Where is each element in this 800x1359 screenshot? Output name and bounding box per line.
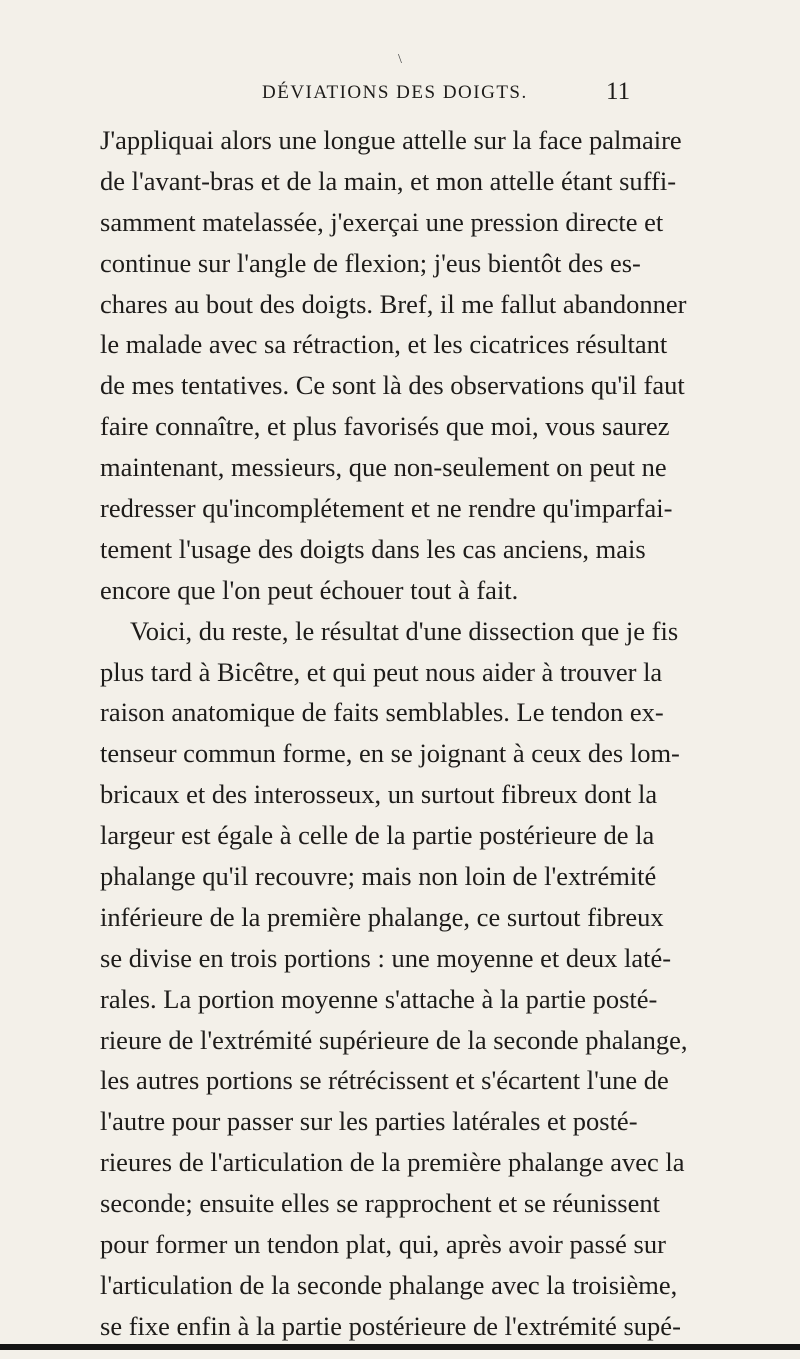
text-line: maintenant, messieurs, que non-seulement on peut ne bbox=[100, 452, 667, 483]
text-line: de l'avant-bras et de la main, et mon attelle étant suffi- bbox=[100, 165, 677, 196]
text-line: phalange qu'il recouvre; mais non loin de l'extrémité bbox=[100, 861, 657, 892]
text-line: pour former un tendon plat, qui, après avoir passé sur bbox=[100, 1229, 666, 1260]
text-line: encore que l'on peut échouer tout à fait. bbox=[100, 574, 519, 605]
text-line: inférieure de la première phalange, ce surtout fibreux bbox=[100, 901, 664, 932]
text-line: l'articulation de la seconde phalange avec la troisième, bbox=[100, 1269, 678, 1300]
text-line: l'autre pour passer sur les parties latérales et posté- bbox=[100, 1106, 638, 1137]
text-line: les autres portions se rétrécissent et s'écartent l'une de bbox=[100, 1065, 669, 1096]
text-line: Voici, du reste, le résultat d'une dissection que je fis bbox=[130, 615, 679, 646]
text-line: samment matelassée, j'exerçai une pression directe et bbox=[100, 206, 664, 237]
text-line: plus tard à Bicêtre, et qui peut nous aider à trouver la bbox=[100, 656, 663, 687]
running-head: DÉVIATIONS DES DOIGTS. bbox=[262, 82, 528, 103]
top-mark: \ bbox=[398, 52, 402, 67]
text-line: le malade avec sa rétraction, et les cicatrices résultant bbox=[100, 329, 668, 360]
text-line: bricaux et des interosseux, un surtout fibreux dont la bbox=[100, 779, 658, 810]
text-line: seconde; ensuite elles se rapprochent et se réunissent bbox=[100, 1188, 660, 1219]
text-line: largeur est égale à celle de la partie postérieure de la bbox=[100, 820, 655, 851]
text-line: tement l'usage des doigts dans les cas anciens, mais bbox=[100, 533, 646, 564]
text-line: J'appliquai alors une longue attelle sur la face palmaire bbox=[100, 125, 682, 155]
bottom-rule bbox=[0, 1344, 800, 1350]
text-line: tenseur commun forme, en se joignant à ceux des lom- bbox=[100, 738, 680, 769]
text-line: se divise en trois portions : une moyenne et deux laté- bbox=[100, 942, 672, 973]
text-line: se fixe enfin à la partie postérieure de l'extrémité supé- bbox=[100, 1310, 681, 1341]
text-line: rieure de l'extrémité supérieure de la seconde phalange, bbox=[100, 1024, 688, 1055]
text-line: faire connaître, et plus favorisés que moi, vous saurez bbox=[100, 411, 670, 442]
text-line: chares au bout des doigts. Bref, il me fallut abandonner bbox=[100, 288, 687, 319]
text-line: rieures de l'articulation de la première phalange avec la bbox=[100, 1147, 685, 1178]
text-line: rales. La portion moyenne s'attache à la partie posté- bbox=[100, 983, 658, 1014]
body-text bbox=[100, 120, 688, 1347]
page-number: 11 bbox=[606, 78, 631, 105]
text-line: continue sur l'angle de flexion; j'eus bientôt des es- bbox=[100, 247, 641, 278]
text-line: redresser qu'incomplétement et ne rendre qu'imparfai- bbox=[100, 493, 673, 524]
text-line: raison anatomique de faits semblables. Le tendon ex- bbox=[100, 697, 664, 728]
text-line: de mes tentatives. Ce sont là des observations qu'il faut bbox=[100, 370, 685, 401]
